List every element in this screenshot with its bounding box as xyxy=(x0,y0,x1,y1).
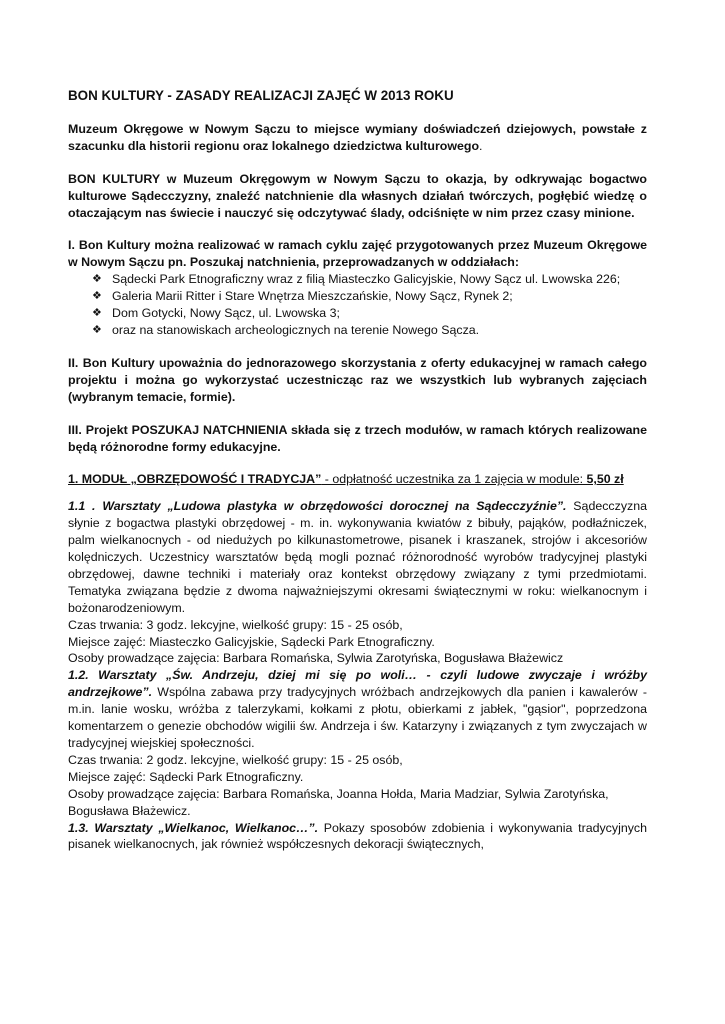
document-title: BON KULTURY - ZASADY REALIZACJI ZAJĘĆ W 2013 ROKU xyxy=(68,88,454,103)
workshop-3-description xyxy=(68,820,647,854)
section-2-paragraph: II. Bon Kultury upoważnia do jednorazowego skorzystania z oferty edukacyjnej w ramach całego projektu i można go wykorzystać uczestnicząc raz we wszystkich lub wybranych zajęciach (wybranym temacie, formie). xyxy=(68,355,647,404)
workshop-2-place: Miejsce zajęć: Sądecki Park Etnograficzny. xyxy=(68,769,304,784)
intro-1-end: . xyxy=(479,138,483,153)
spacer xyxy=(68,221,647,237)
spacer xyxy=(68,455,647,471)
location-text: oraz na stanowiskach archeologicznych na terenie Nowego Sącza. xyxy=(112,322,480,337)
workshop-3-text: Pokazy sposobów zdobienia i wykonywania tradycyjnych pisanek wielkanocnych, jak również współczesnych dekoracji świątecznych, xyxy=(68,820,647,852)
diamond-bullet-icon: ❖ xyxy=(92,323,102,336)
workshop-1-description xyxy=(68,498,647,616)
workshop-1-place: Miejsce zajęć: Miasteczko Galicyjskie, Sądecki Park Etnograficzny. xyxy=(68,634,435,649)
spacer xyxy=(68,406,647,422)
intro-paragraph-2: BON KULTURY w Muzeum Okręgowym w Nowym Sączu to okazja, by odkrywając bogactwo kulturowe Sądecczyzny, znaleźć natchnienie dla własnych działań twórczych, pogłębić wiedzę o otaczającym nas świecie i nauczyć się odczytywać ślady, odciśnięte w nim przez czasy minione. xyxy=(68,171,647,220)
workshop-2-heading: 1.2. Warsztaty „Św. Andrzeju, dziej mi się po woli… - czyli ludowe zwyczaje i wróżby andrzejkowe”. xyxy=(68,668,647,700)
workshop-3-heading: 1.3. Warsztaty „Wielkanoc, Wielkanoc…”. xyxy=(68,820,319,835)
workshop-2-leaders: Osoby prowadzące zajęcia: Barbara Romańska, Joanna Hołda, Maria Madziar, Sylwia Zarotyńska, Bogusława Błażewicz. xyxy=(68,786,609,818)
section-3-paragraph: III. Projekt POSZUKAJ NATCHNIENIA składa się z trzech modułów, w ramach których realizowane będą różnorodne formy edukacyjne. xyxy=(68,422,647,454)
location-text: Dom Gotycki, Nowy Sącz, ul. Lwowska 3; xyxy=(112,306,340,321)
spacer xyxy=(68,155,647,171)
workshop-2-text: Wspólna zabawa przy tradycyjnych wróżbach andrzejkowych dla panien i kawalerów - m.in. lanie wosku, wróżba z talerzykami, kołkami z płotu, obierkami z jabłek, "gąsior", poprzedzona komentarzem o genezie obchodów wigilii św. Andrzeja i św. Katarzyny i związanych z tym zwyczajach w tradycyjnej wiejskiej społeczności. xyxy=(68,685,647,750)
list-item xyxy=(92,305,647,322)
location-text: Sądecki Park Etnograficzny wraz z filią Miasteczko Galicyjskie, Nowy Sącz ul. Lwowska 226; xyxy=(112,272,621,287)
workshop-2-description xyxy=(68,667,647,752)
diamond-bullet-icon: ❖ xyxy=(92,290,102,303)
workshop-1-leaders: Osoby prowadzące zajęcia: Barbara Romańska, Sylwia Zarotyńska, Bogusława Błażewicz xyxy=(68,651,564,666)
workshop-1-heading: 1.1 . Warsztaty „Ludowa plastyka w obrzędowości dorocznej na Sądecczyźnie”. xyxy=(68,499,567,514)
list-item xyxy=(92,322,647,339)
spacer xyxy=(68,339,647,355)
location-text: Galeria Marii Ritter i Stare Wnętrza Mieszczańskie, Nowy Sącz, Rynek 2; xyxy=(112,289,513,304)
module-1-title: 1. MODUŁ „OBRZĘDOWOŚĆ I TRADYCJA” xyxy=(68,472,322,487)
intro-1-text: Muzeum Okręgowe w Nowym Sączu to miejsce wymiany doświadczeń dziejowych, powstałe z szacunku dla historii regionu oraz lokalnego dziedzictwa kulturowego xyxy=(68,121,647,153)
section-1-paragraph: I. Bon Kultury można realizować w ramach cyklu zajęć przygotowanych przez Muzeum Okręgowe w Nowym Sączu pn. Poszukaj natchnienia, przeprowadzanych w oddziałach: xyxy=(68,238,647,270)
module-1-price: 5,50 zł xyxy=(586,472,624,487)
workshop-2-duration: Czas trwania: 2 godz. lekcyjne, wielkość grupy: 15 - 25 osób, xyxy=(68,752,403,767)
locations-list xyxy=(68,271,647,339)
module-1-fee-text: - odpłatność uczestnika za 1 zajęcia w module: xyxy=(321,472,587,487)
workshop-1-duration: Czas trwania: 3 godz. lekcyjne, wielkość grupy: 15 - 25 osób, xyxy=(68,617,403,632)
intro-paragraph-1 xyxy=(68,121,647,155)
diamond-bullet-icon: ❖ xyxy=(92,307,102,320)
module-1-heading xyxy=(68,471,647,488)
workshop-1-text: Sądecczyzna słynie z bogactwa plastyki obrzędowej - m. in. wykonywania kwiatów z bibuły, pająków, podłaźniczek, palm wielkanocnych - od niedużych po kilkunastometrowe, pisanek i kraszanek, strojów i akcesoriów kolędniczych. Uczestnicy warsztatów będą mogli poznać różnorodność wyrobów tradycyjnej plastyki obrzędowej, dawne techniki i materiały oraz kontekst obrzędowy związany z tymi przedmiotami. Tematyka związana będzie z dwoma najważniejszymi okresami świątecznymi w roku: wielkanocnym i bożonarodzeniowym. xyxy=(68,499,647,615)
list-item xyxy=(92,288,647,305)
list-item xyxy=(92,271,647,288)
document-page xyxy=(68,88,647,853)
diamond-bullet-icon: ❖ xyxy=(92,273,102,286)
spacer xyxy=(68,488,647,498)
